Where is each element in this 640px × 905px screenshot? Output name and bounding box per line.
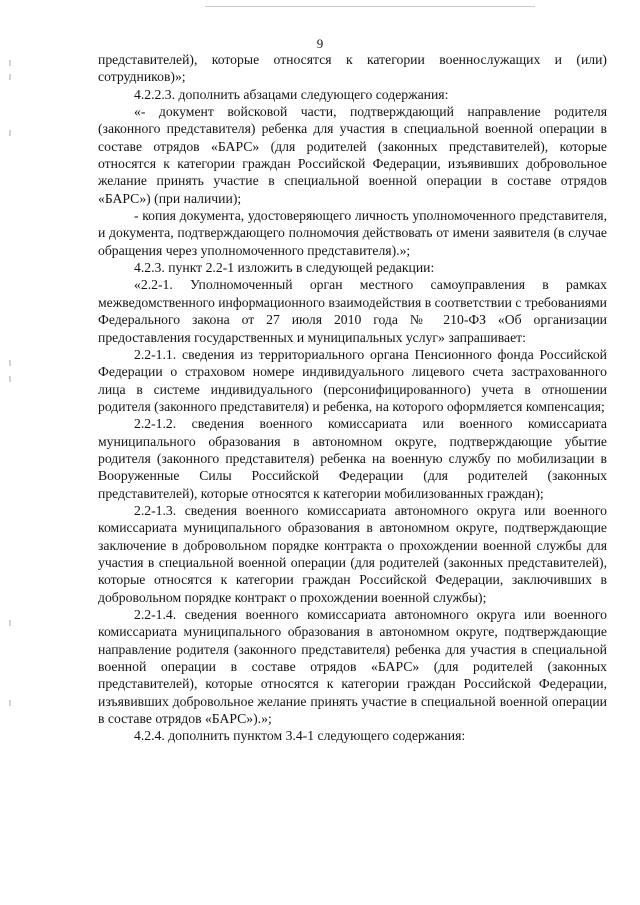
binding-margin-marks [9, 60, 13, 710]
paragraph-continuation: представителей), которые относятся к категории военнослужащих и (или) сотрудников)»; [98, 52, 607, 85]
document-body [98, 51, 607, 745]
paragraph-2-2-1: «2.2-1. Уполномоченный орган местного самоуправления в рамках межведомственного информационного взаимодействия в соответствии с требованиями Федерального закона от 27 июля 2010 года № 210-ФЗ «Об организации предоставления государственных и муниципальных услуг» запрашивает: [98, 277, 608, 345]
paragraph-4-2-3: 4.2.3. пункт 2.2-1 изложить в следующей редакции: [134, 260, 435, 276]
paragraph-2-2-1-3: 2.2-1.3. сведения военного комиссариата автономного округа или военного комиссариата муниципального образования в автономном округе, подтверждающие заключение в добровольном порядке контракта о прохождении военной службы для участия в специальной военной операции (для родителей (законных представителей), которые относятся к категории граждан Российской Федерации, заключивших в добровольном порядке контракт о прохождении военной службы); [98, 502, 607, 605]
paragraph-2-2-1-1: 2.2-1.1. сведения из территориального органа Пенсионного фонда Российской Федерации о страховом номере индивидуального лицевого счета застрахованного лица в системе индивидуального (персонифицированного) учета в отношении родителя (законного представителя) и ребенка, на которого оформляется компенсация; [98, 346, 607, 414]
paragraph-4-2-4: 4.2.4. дополнить пунктом 3.4-1 следующего содержания: [134, 728, 466, 744]
paragraph-military-unit-document: «- документ войсковой части, подтверждающий направление родителя (законного представителя) ребенка для участия в специальной военной операции в составе отрядов «БАРС» (для родителей (законных представителей), которые относятся к категории граждан Российской Федерации, изъявивших добровольное желание принять участие в специальной военной операции в составе отрядов «БАРС») (при наличии); [98, 104, 607, 206]
scan-top-rule [205, 6, 535, 7]
page-number: 9 [316, 36, 324, 51]
paragraph-4-2-2-3: 4.2.2.3. дополнить абзацами следующего содержания: [134, 86, 449, 102]
paragraph-2-2-1-4: 2.2-1.4. сведения военного комиссариата автономного округа или военного комиссариата муниципального образования в автономном округе, подтверждающие направление родителя (законного представителя) ребенка для участия в специальной военной операции в составе отрядов «БАРС» (для родителей (законных представителей), которые относятся к категории граждан Российской Федерации, изъявивших добровольное желание принять участие в специальной военной операции в составе отрядов «БАРС»).»; [98, 607, 607, 727]
paragraph-representative-copy: - копия документа, удостоверяющего личность уполномоченного представителя, и документа, подтверждающего полномочия действовать от имени заявителя (в случае обращения через уполномоченного представителя).»; [98, 208, 607, 258]
paragraph-2-2-1-2: 2.2-1.2. сведения военного комиссариата или военного комиссариата муниципального образования в автономном округе, подтверждающие убытие родителя (законного представителя) ребенка на военную службу по мобилизации в Вооруженные Силы Российской Федерации (для родителей (законных представителей), которые относятся к категории мобилизованных граждан); [98, 416, 607, 501]
